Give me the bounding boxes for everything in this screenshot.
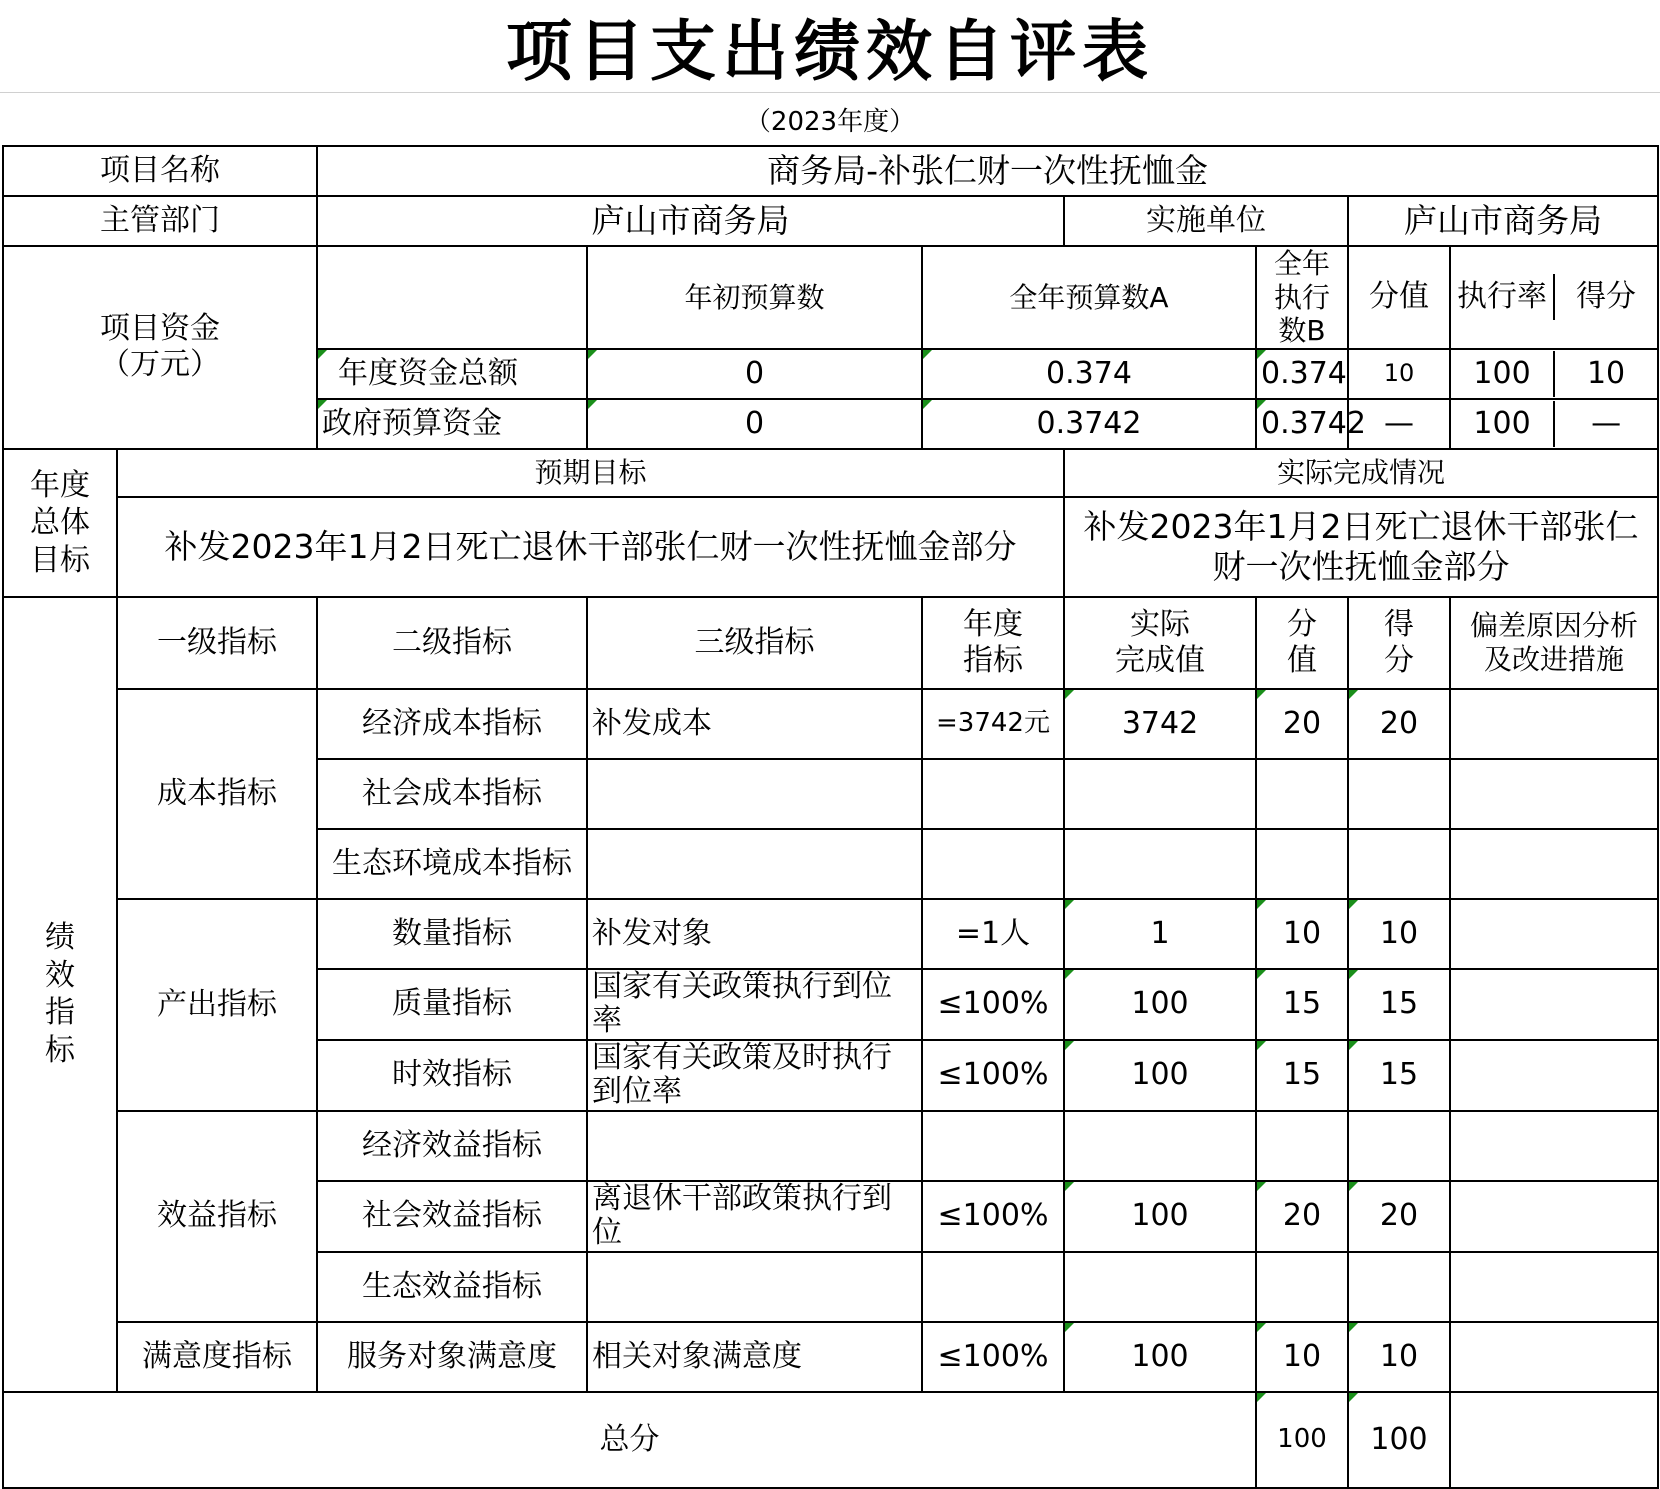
divider xyxy=(0,92,1660,93)
funds-budget-value: 0.3742 xyxy=(922,399,1256,449)
funds-header-row xyxy=(3,246,1658,349)
reason-cell xyxy=(1450,1040,1658,1111)
score-header-line1: 得 xyxy=(1384,606,1414,642)
expected-goal-text: 补发2023年1月2日死亡退休干部张仁财一次性抚恤金部分 xyxy=(117,497,1064,597)
target-cell: ≤100% xyxy=(922,969,1064,1040)
funds-header-score: 得分 xyxy=(1576,279,1637,315)
weight-header-line1: 分 xyxy=(1287,606,1317,642)
score-cell: 20 xyxy=(1348,689,1450,759)
annual-target-header xyxy=(922,597,1064,689)
target-cell xyxy=(922,1252,1064,1322)
level2-cell: 经济效益指标 xyxy=(317,1111,587,1181)
score-cell: 10 xyxy=(1348,1322,1450,1392)
total-weight: 100 xyxy=(1256,1392,1348,1488)
level2-header: 二级指标 xyxy=(317,597,587,689)
reason-cell xyxy=(1450,759,1658,829)
weight-cell: 20 xyxy=(1256,689,1348,759)
level1-cell: 效益指标 xyxy=(117,1111,317,1322)
annual-target-header-line1: 年度 xyxy=(963,606,1023,642)
goals-label-line3: 目标 xyxy=(30,542,90,578)
department-row xyxy=(3,196,1658,246)
funds-rate-value: 100 xyxy=(1451,401,1555,447)
score-cell: 10 xyxy=(1348,899,1450,969)
level3-cell: 补发对象 xyxy=(587,899,922,969)
level1-cell: 满意度指标 xyxy=(117,1322,317,1392)
year-label: （2023年度） xyxy=(744,106,916,137)
target-cell: ≤100% xyxy=(922,1040,1064,1111)
funds-label xyxy=(3,246,317,449)
funds-initial-value: 0 xyxy=(587,349,922,399)
goals-label-line1: 年度 xyxy=(30,467,90,503)
funds-score-value: 10 xyxy=(1586,355,1626,391)
funds-rate-score-cell xyxy=(1450,399,1658,449)
level3-cell: 相关对象满意度 xyxy=(587,1322,922,1392)
score-cell: 15 xyxy=(1348,969,1450,1040)
goals-label-line2: 总体 xyxy=(30,505,90,541)
indicator-section-char: 标 xyxy=(45,1032,75,1068)
score-cell: 20 xyxy=(1348,1181,1450,1252)
project-name-label: 项目名称 xyxy=(3,146,317,196)
actual-value-header-line2: 完成值 xyxy=(1115,642,1205,678)
project-name-value: 商务局-补张仁财一次性抚恤金 xyxy=(317,146,1658,196)
funds-weight-value: — xyxy=(1348,399,1450,449)
actual-cell: 100 xyxy=(1064,1322,1256,1392)
total-row xyxy=(3,1392,1658,1488)
level3-cell xyxy=(587,1111,922,1181)
level1-header: 一级指标 xyxy=(117,597,317,689)
reason-header-line2: 及改进措施 xyxy=(1484,642,1625,676)
level3-cell xyxy=(587,759,922,829)
level3-header: 三级指标 xyxy=(587,597,922,689)
level1-cell: 成本指标 xyxy=(117,689,317,899)
funds-initial-value: 0 xyxy=(587,399,922,449)
indicator-row xyxy=(3,1111,1658,1181)
actual-cell: 100 xyxy=(1064,969,1256,1040)
funds-header-initial: 年初预算数 xyxy=(587,246,922,349)
weight-cell xyxy=(1256,1111,1348,1181)
target-cell: ≤100% xyxy=(922,1181,1064,1252)
funds-budget-value: 0.374 xyxy=(922,349,1256,399)
reason-cell xyxy=(1450,1181,1658,1252)
indicator-section-char: 效 xyxy=(45,957,75,993)
score-cell xyxy=(1348,1111,1450,1181)
funds-rate-value: 100 xyxy=(1451,351,1555,397)
target-value: =3742元 xyxy=(936,707,1050,738)
funds-executed-value: 0.374 xyxy=(1256,349,1348,399)
impl-unit-value: 庐山市商务局 xyxy=(1348,196,1658,246)
reason-cell xyxy=(1450,899,1658,969)
level2-cell: 社会成本指标 xyxy=(317,759,587,829)
score-cell xyxy=(1348,1252,1450,1322)
funds-header-empty xyxy=(317,246,587,349)
actual-cell xyxy=(1064,759,1256,829)
reason-cell xyxy=(1450,1252,1658,1322)
indicator-row xyxy=(3,1322,1658,1392)
level2-cell: 服务对象满意度 xyxy=(317,1322,587,1392)
indicator-row xyxy=(3,899,1658,969)
target-cell: ≤100% xyxy=(922,1322,1064,1392)
score-cell: 15 xyxy=(1348,1040,1450,1111)
level3-cell xyxy=(587,1040,922,1111)
level3-text: 离退休干部政策执行到位 xyxy=(592,1180,892,1251)
department-value: 庐山市商务局 xyxy=(317,196,1064,246)
target-cell xyxy=(922,1111,1064,1181)
weight-cell xyxy=(1256,829,1348,899)
funds-label-line2: （万元） xyxy=(100,347,220,383)
funds-weight-value: 10 xyxy=(1348,349,1450,399)
level3-cell xyxy=(587,829,922,899)
goals-text-row xyxy=(3,497,1658,597)
level2-cell: 经济成本指标 xyxy=(317,689,587,759)
level1-cell: 产出指标 xyxy=(117,899,317,1111)
funds-score-value: — xyxy=(1591,405,1622,441)
actual-cell: 1 xyxy=(1064,899,1256,969)
total-reason xyxy=(1450,1392,1658,1488)
actual-result-header: 实际完成情况 xyxy=(1064,449,1658,497)
weight-cell xyxy=(1256,759,1348,829)
funds-rate-score-cell xyxy=(1450,349,1658,399)
actual-cell xyxy=(1064,829,1256,899)
weight-header-line2: 值 xyxy=(1287,642,1317,678)
actual-cell: 100 xyxy=(1064,1040,1256,1111)
score-header xyxy=(1348,597,1450,689)
project-name-row xyxy=(3,146,1658,196)
target-cell xyxy=(922,759,1064,829)
total-label: 总分 xyxy=(3,1392,1256,1488)
actual-value-header-line1: 实际 xyxy=(1130,606,1190,642)
goals-label xyxy=(3,449,117,597)
funds-header-executed: 全年执行数B xyxy=(1256,246,1348,349)
funds-row-label: 年度资金总额 xyxy=(317,349,587,399)
reason-cell xyxy=(1450,1322,1658,1392)
target-cell: =1人 xyxy=(922,899,1064,969)
target-cell xyxy=(922,689,1064,759)
funds-executed-value: 0.3742 xyxy=(1256,399,1348,449)
level2-cell: 生态效益指标 xyxy=(317,1252,587,1322)
expected-goal-header: 预期目标 xyxy=(117,449,1064,497)
indicator-section-char: 绩 xyxy=(45,920,75,956)
level2-cell: 时效指标 xyxy=(317,1040,587,1111)
level3-text: 国家有关政策及时执行到位率 xyxy=(592,1039,892,1110)
actual-cell xyxy=(1064,1252,1256,1322)
level2-cell: 数量指标 xyxy=(317,899,587,969)
funds-label-line1: 项目资金 xyxy=(100,311,220,347)
weight-cell: 15 xyxy=(1256,1040,1348,1111)
annual-target-header-line2: 指标 xyxy=(963,642,1023,678)
reason-header xyxy=(1450,597,1658,689)
level3-cell xyxy=(587,1252,922,1322)
reason-cell xyxy=(1450,689,1658,759)
score-cell xyxy=(1348,829,1450,899)
reason-cell xyxy=(1450,969,1658,1040)
level3-cell: 补发成本 xyxy=(587,689,922,759)
weight-cell: 15 xyxy=(1256,969,1348,1040)
indicator-row xyxy=(3,689,1658,759)
funds-header-rate-score xyxy=(1450,246,1658,349)
evaluation-table xyxy=(2,145,1659,1489)
indicator-section-char: 指 xyxy=(45,995,75,1031)
actual-cell xyxy=(1064,1111,1256,1181)
weight-cell xyxy=(1256,1252,1348,1322)
funds-header-budget: 全年预算数A xyxy=(922,246,1256,349)
actual-cell: 3742 xyxy=(1064,689,1256,759)
actual-result-text: 补发2023年1月2日死亡退休干部张仁财一次性抚恤金部分 xyxy=(1064,497,1658,597)
weight-header xyxy=(1256,597,1348,689)
actual-cell: 100 xyxy=(1064,1181,1256,1252)
department-label: 主管部门 xyxy=(3,196,317,246)
funds-header-rate: 执行率 xyxy=(1451,274,1555,320)
indicator-section-label xyxy=(3,597,117,1392)
target-cell xyxy=(922,829,1064,899)
impl-unit-label: 实施单位 xyxy=(1064,196,1348,246)
funds-row-label: 政府预算资金 xyxy=(317,399,587,449)
level3-cell xyxy=(587,1181,922,1252)
reason-header-line1: 偏差原因分析 xyxy=(1470,609,1639,643)
reason-cell xyxy=(1450,829,1658,899)
level2-cell: 社会效益指标 xyxy=(317,1181,587,1252)
funds-header-weight: 分值 xyxy=(1348,246,1450,349)
level2-cell: 质量指标 xyxy=(317,969,587,1040)
reason-cell xyxy=(1450,1111,1658,1181)
level2-cell: 生态环境成本指标 xyxy=(317,829,587,899)
score-header-line2: 分 xyxy=(1384,642,1414,678)
score-cell xyxy=(1348,759,1450,829)
indicator-header-row xyxy=(3,597,1658,689)
total-score: 100 xyxy=(1348,1392,1450,1488)
weight-cell: 10 xyxy=(1256,899,1348,969)
document-title: 项目支出绩效自评表 xyxy=(506,11,1154,90)
weight-cell: 20 xyxy=(1256,1181,1348,1252)
goals-header-row xyxy=(3,449,1658,497)
level3-cell xyxy=(587,969,922,1040)
level3-text: 国家有关政策执行到位率 xyxy=(592,968,892,1039)
actual-value-header xyxy=(1064,597,1256,689)
weight-cell: 10 xyxy=(1256,1322,1348,1392)
